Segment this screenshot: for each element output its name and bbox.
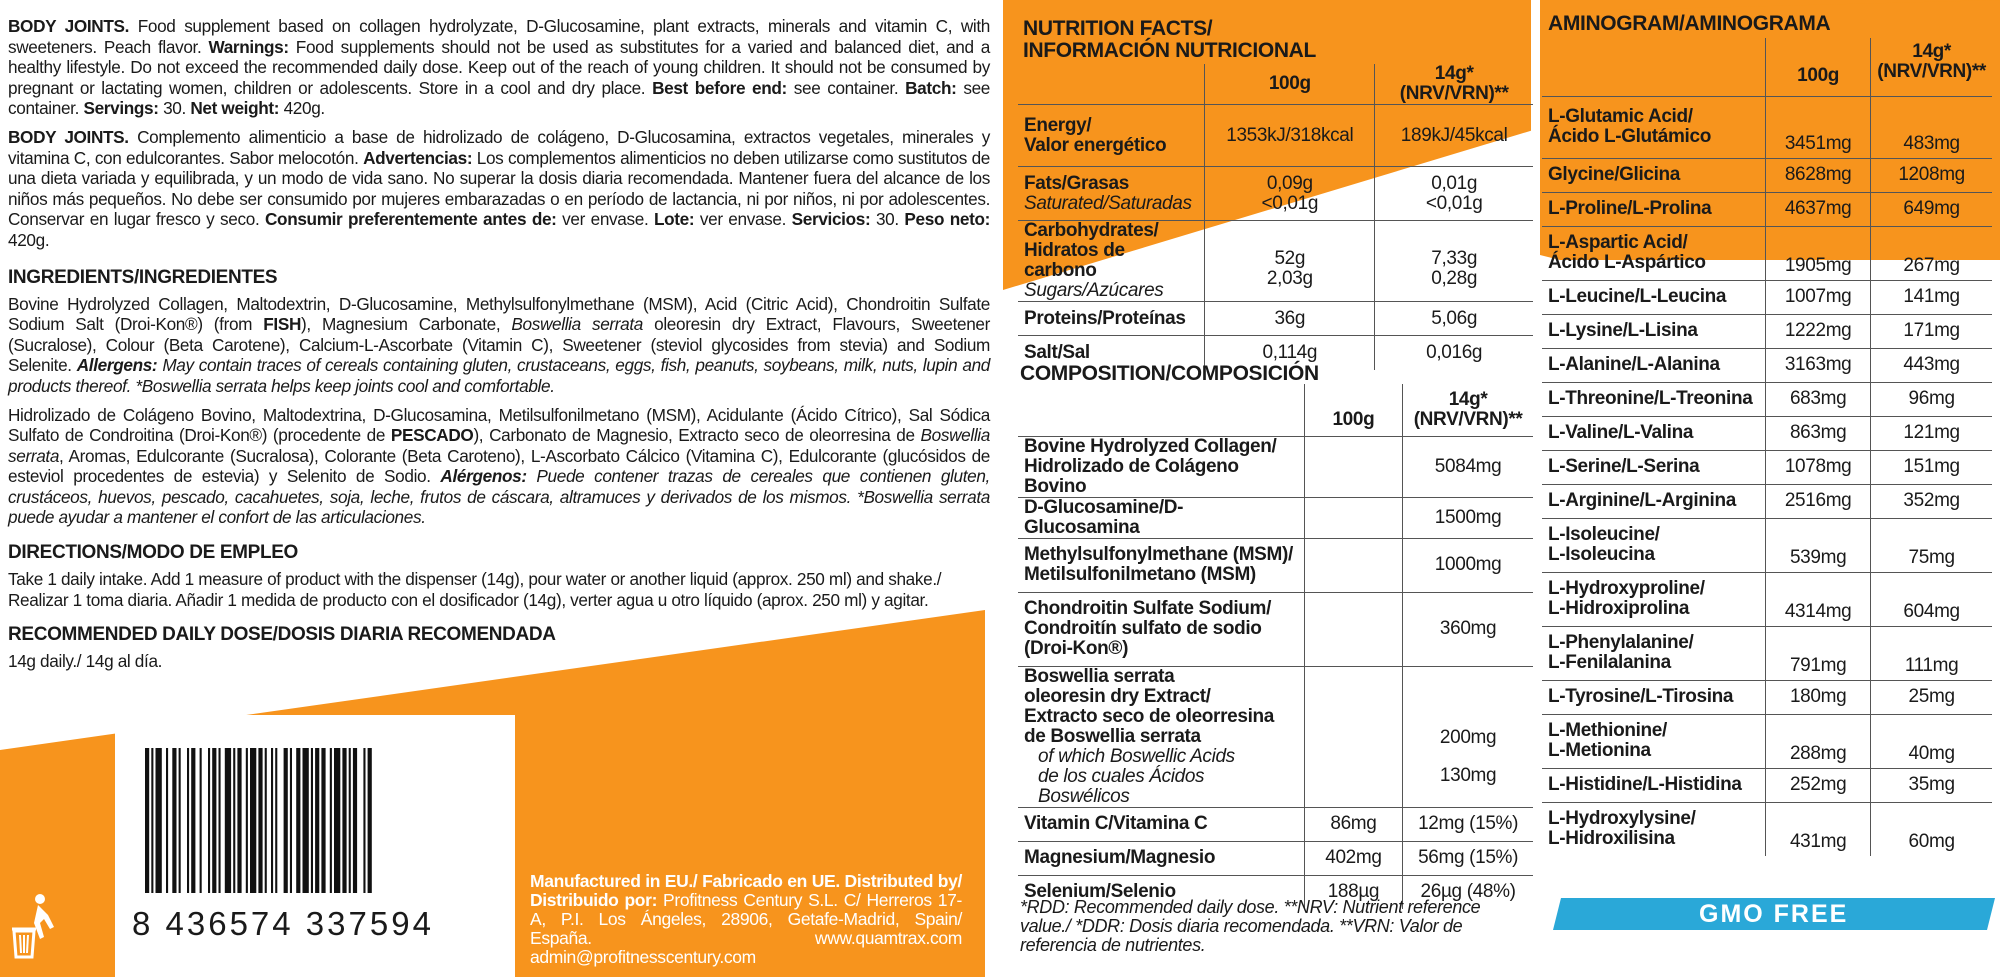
barcode-bar — [353, 748, 357, 893]
table-row: Methylsulfonylmethane (MSM)/ Metilsulfonilmetano (MSM) 1000mg — [1018, 538, 1533, 592]
nutrition-header-14g: 14g* (NRV/VRN)** — [1375, 64, 1533, 105]
barcode-bar — [219, 748, 221, 893]
aminogram-header-14g: 14g* (NRV/VRN)** — [1871, 38, 1992, 96]
product-description-es: BODY JOINTS. Complemento alimenticio a base de hidrolizado de colágeno, D-Glucosamina, extractos vegetales, minerales y vitamina C, con edulcorantes. Sabor melocotón. Advertencias: Los complementos alimenticios no deben utilizarse como sustitutos de una dieta variada y equilibrada, y un modo de vida sano. No superar la dosis diaria recomendada. Mantener fuera del alcance de los niños más pequeños. No debe ser consumido por mujeres embarazadas o en período de lactancia, ni por niños, ni por adolescentes. Conservar en lugar fresco y seco. Consumir preferentemente antes de: ver envase. Lote: ver envase. Servicios: 30. Peso neto: 420g. — [8, 126, 991, 250]
composition-title: COMPOSITION/COMPOSICIÓN — [1020, 362, 1319, 385]
table-row: L-Hydroxyproline/ L-Hidroxiprolina 4314mg 604mg — [1542, 572, 1992, 626]
barcode-bar — [208, 748, 210, 893]
barcode-bar — [200, 748, 202, 893]
table-row: Fats/Grasas Saturated/Saturadas 0,09g <0,01g 0,01g <0,01g — [1018, 167, 1533, 221]
table-row: Boswellia serrata oleoresin dry Extract/ Extracto seco de oleorresina de Boswellia serrata of which Boswellic Acids de los cuales Ácidos Boswélicos 200mg 130mg — [1018, 666, 1533, 807]
table-row: L-Phenylalanine/ L-Fenilalanina 791mg 111mg — [1542, 626, 1992, 680]
manufacturer-info: Manufactured in EU./ Fabricado en UE. Distributed by/ Distribuido por: Profitness Century S.L. C/ Herreros 17-A, P.I. Los Ángeles, 28906, Getafe-Madrid, Spain/ España. www.quamtrax.com admin@profitnesscentury.com — [530, 871, 962, 967]
barcode-bar — [349, 748, 351, 893]
barcode-bar — [265, 748, 267, 893]
barcode-bar — [334, 748, 340, 893]
barcode-bar — [225, 748, 231, 893]
barcode-bar — [275, 748, 277, 893]
aminogram-header-100g: 100g — [1766, 38, 1871, 96]
daily-dose-title: RECOMMENDED DAILY DOSE/DOSIS DIARIA RECOMENDADA — [8, 624, 556, 646]
barcode-bar — [145, 748, 149, 893]
barcode-bar — [156, 748, 162, 893]
barcode-bar — [187, 748, 189, 893]
table-row: L-Alanine/L-Alanina 3163mg 443mg — [1542, 348, 1992, 382]
barcode-bar — [151, 748, 153, 893]
ingredients-en: Bovine Hydrolyzed Collagen, Maltodextrin, D-Glucosamine, Methylsulfonylmethane (MSM), Acid (Citric Acid), Chondroitin Sulfate Sodium Salt (Droi-Kon®) (from FISH), Magnesium Carbonate, Boswellia serrata oleoresin dry Extract, Flavours, Sweetener (Sucralose), Colour (Beta Carotene), Calcium-L-Ascorbate (Vitamin C), Sweetener (steviol glycosides from stevia) and Sodium Selenite. Allergens: May contain traces of cereals containing gluten, crustaceans, eggs, fish, peanuts, soybeans, milk, nuts, lupin and products thereof. *Boswellia serrata helps keep joints cool and comfortable. — [8, 293, 991, 396]
table-row: D-Glucosamine/D-Glucosamina 1500mg — [1018, 497, 1533, 538]
barcode-bar — [179, 748, 181, 893]
table-row: L-Arginine/L-Arginina 2516mg 352mg — [1542, 484, 1992, 518]
barcode-bar — [233, 748, 235, 893]
table-row: Magnesium/Magnesio 402mg 56mg (15%) — [1018, 841, 1533, 875]
table-row: Selenium/Selenio 188µg 26µg (48%) — [1018, 875, 1533, 909]
table-row: Energy/ Valor energético 1353kJ/318kcal 189kJ/45kcal — [1018, 105, 1533, 167]
left-text-column — [8, 16, 990, 672]
barcode-bar — [330, 748, 332, 893]
barcode-bar — [191, 748, 195, 893]
barcode-bar — [311, 748, 313, 893]
directions-text: Take 1 daily intake. Add 1 measure of product with the dispenser (14g), pour water or another liquid (approx. 250 ml) and shake./ Realizar 1 toma diaria. Añadir 1 medida de producto con el dosificador (14g), verter agua u otro líquido (aprox. 250 ml) y agitar. — [8, 569, 942, 610]
barcode-bar — [368, 748, 372, 893]
nutrition-header-100g: 100g — [1205, 64, 1375, 105]
barcode-bar — [271, 748, 273, 893]
gmo-free-badge — [1553, 898, 1995, 930]
table-row: L-Tyrosine/L-Tirosina 180mg 25mg — [1542, 680, 1992, 714]
ingredients-title: INGREDIENTS/INGREDIENTES — [8, 266, 278, 288]
composition-footnote: *RDD: Recommended daily dose. **NRV: Nutrient reference value./ *DDR: Dosis diaria recomendada. **VRN: Valor de referencia de nutrientes. — [1020, 897, 1481, 955]
aminogram-table — [1542, 38, 1992, 856]
table-row: Vitamin C/Vitamina C 86mg 12mg (15%) — [1018, 807, 1533, 841]
table-row: L-Glutamic Acid/ Ácido L-Glutámico 3451mg 483mg — [1542, 96, 1992, 158]
table-row: L-Aspartic Acid/ Ácido L-Aspártico 1905mg 267mg — [1542, 226, 1992, 280]
barcode-bar — [296, 748, 300, 893]
composition-header-100g: 100g — [1304, 384, 1402, 436]
table-row: Glycine/Glicina 8628mg 1208mg — [1542, 158, 1992, 192]
table-row: L-Threonine/L-Treonina 683mg 96mg — [1542, 382, 1992, 416]
recycle-bin-icon — [10, 893, 58, 959]
barcode-bar — [290, 748, 292, 893]
barcode-bar — [246, 748, 248, 893]
barcode-bar — [284, 748, 288, 893]
ingredients-es: Hidrolizado de Colágeno Bovino, Maltodextrina, D-Glucosamina, Metilsulfonilmetano (MSM), Acidulante (Ácido Cítrico), Sal Sódica Sulfato de Condroitina (Droi-Kon®) (procedente de PESCADO), Carbonato de Magnesio, Extracto seco de oleorresina de Boswellia serrata, Aromas, Edulcorante (Sucralosa), Colorante (Beta Caroteno), L-Ascorbato Cálcico (Vitamina C), Edulcorante (glucósidos de esteviol procedentes de estevia) y Selenito de Sodio. Alérgenos: Puede contener trazas de cereales que contienen gluten, crustáceos, huevos, pescado, cacahuetes, soja, leche, frutos de cáscara, altramuces y derivados de los mismos. *Boswellia serrata puede ayudar a mantener el confort de las articulaciones. — [8, 404, 990, 528]
barcode-bar — [258, 748, 262, 893]
barcode-bar — [166, 748, 168, 893]
barcode-bar — [315, 748, 319, 893]
table-row: L-Methionine/ L-Metionina 288mg 40mg — [1542, 714, 1992, 768]
table-row: Salt/Sal 0,114g 0,016g — [1018, 336, 1533, 370]
composition-header-14g: 14g* (NRV/VRN)** — [1403, 384, 1533, 436]
table-row: L-Leucine/L-Leucina 1007mg 141mg — [1542, 280, 1992, 314]
barcode-bar — [250, 748, 256, 893]
barcode-bar — [237, 748, 241, 893]
aminogram-title: AMINOGRAM/AMINOGRAMA — [1548, 12, 1831, 35]
table-row: Bovine Hydrolyzed Collagen/ Hidrolizado de Colágeno Bovino 5084mg — [1018, 436, 1533, 497]
table-row: L-Proline/L-Prolina 4637mg 649mg — [1542, 192, 1992, 226]
daily-dose-text: 14g daily./ 14g al día. — [8, 651, 163, 672]
barcode-bar — [303, 748, 309, 893]
table-row: Chondroitin Sulfate Sodium/ Condroitín sulfato de sodio (Droi-Kon®) 360mg — [1018, 592, 1533, 666]
table-row: L-Histidine/L-Histidina 252mg 35mg — [1542, 768, 1992, 802]
directions-title: DIRECTIONS/MODO DE EMPLEO — [8, 542, 298, 564]
table-row: L-Hydroxylysine/ L-Hidroxilisina 431mg 60mg — [1542, 802, 1992, 856]
table-row: L-Lysine/L-Lisina 1222mg 171mg — [1542, 314, 1992, 348]
table-row: L-Serine/L-Serina 1078mg 151mg — [1542, 450, 1992, 484]
barcode-bar — [342, 748, 346, 893]
table-row: Carbohydrates/ Hidratos de carbono Sugars/Azúcares 52g 2,03g 7,33g 0,28g — [1018, 221, 1533, 302]
nutrition-facts-table — [1018, 64, 1533, 370]
composition-table — [1018, 384, 1533, 909]
gmo-free-text: GMO FREE — [1699, 900, 1849, 928]
table-row: L-Isoleucine/ L-Isoleucina 539mg 75mg — [1542, 518, 1992, 572]
barcode — [145, 748, 490, 893]
barcode-bar — [363, 748, 365, 893]
barcode-bar — [321, 748, 325, 893]
nutrition-facts-title: NUTRITION FACTS/ INFORMACIÓN NUTRICIONAL — [1023, 17, 1316, 62]
barcode-bar — [172, 748, 176, 893]
barcode-bar — [212, 748, 216, 893]
table-row: Proteins/Proteínas 36g 5,06g — [1018, 302, 1533, 336]
product-description-en: BODY JOINTS. Food supplement based on collagen hydrolyzate, D-Glucosamine, plant extracts, minerals and vitamin C, with sweeteners. Peach flavor. Warnings: Food supplements should not be used as substitutes for a varied and balanced diet, and a healthy lifestyle. Do not exceed the recommended daily dose. Keep out of the reach of young children. It should not be consumed by pregnant or lactating women, children or adolescents. Store in a cool and dry place. Best before end: see container. Batch: see container. Servings: 30. Net weight: 420g. — [8, 16, 991, 119]
barcode-number: 8 436574 337594 — [132, 905, 434, 942]
table-row: L-Valine/L-Valina 863mg 121mg — [1542, 416, 1992, 450]
